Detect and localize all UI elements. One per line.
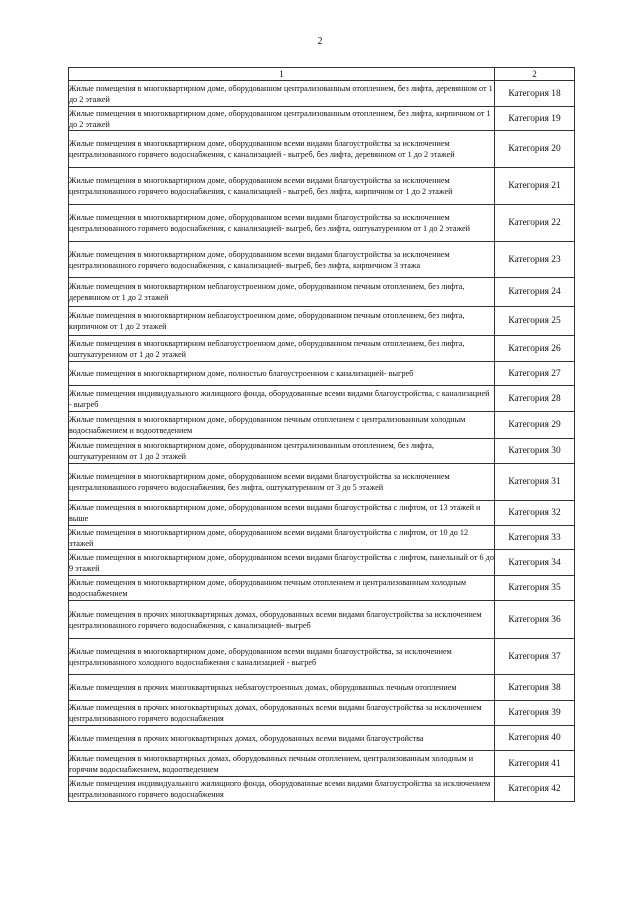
table-row bbox=[69, 242, 575, 278]
category-cell: Категория 34 bbox=[495, 550, 575, 576]
housing-description-cell: Жилые помещения в многоквартирном доме, оборудованном печным отоплением с централизованным холодным водоснабжением и водоотведением bbox=[69, 412, 495, 439]
table-row bbox=[69, 526, 575, 550]
housing-description-cell: Жилые помещения в многоквартирных домах, оборудованных печным отоплением, централизованным холодным и горячим водоснабжением, водоотведением bbox=[69, 751, 495, 777]
category-cell: Категория 23 bbox=[495, 242, 575, 278]
table-row bbox=[69, 412, 575, 439]
table-row bbox=[69, 550, 575, 576]
housing-description-cell: Жилые помещения в многоквартирном доме, оборудованном всеми видами благоустройства за исключением централизованного горячего водоснабжения, с канализацией- выгреб, без лифта, кирпичном 3 этажа bbox=[69, 242, 495, 278]
table-row bbox=[69, 168, 575, 205]
table-row bbox=[69, 464, 575, 501]
category-cell: Категория 27 bbox=[495, 362, 575, 386]
table-row bbox=[69, 386, 575, 412]
housing-description-cell: Жилые помещения в прочих многоквартирных неблагоустроенных домах, оборудованных печным отоплением bbox=[69, 675, 495, 701]
housing-description-cell: Жилые помещения в многоквартирном доме, оборудованном всеми видами благоустройства с лифтом, от 13 этажей и выше bbox=[69, 501, 495, 526]
housing-description-cell: Жилые помещения индивидуального жилищного фонда, оборудованные всеми видами благоустройства, с канализацией - выгреб bbox=[69, 386, 495, 412]
housing-description-cell: Жилые помещения в многоквартирном доме, оборудованном централизованным отоплением, без лифта, кирпичном от 1 до 2 этажей bbox=[69, 107, 495, 131]
category-cell: Категория 20 bbox=[495, 131, 575, 168]
housing-description-cell: Жилые помещения в многоквартирном неблагоустроенном доме, оборудованном печным отоплением, без лифта, деревянном от 1 до 2 этажей bbox=[69, 278, 495, 307]
housing-description-cell: Жилые помещения в многоквартирном доме, оборудованном всеми видами благоустройства с лифтом, панельный от 6 до 9 этажей bbox=[69, 550, 495, 576]
housing-description-cell: Жилые помещения в многоквартирном доме, оборудованном всеми видами благоустройства, за исключением централизованного холодного водоснабжения с канализацией - выгреб bbox=[69, 639, 495, 675]
category-cell: Категория 37 bbox=[495, 639, 575, 675]
housing-description-cell: Жилые помещения в многоквартирном доме, оборудованном печным отоплением и централизованным холодным водоснабжением bbox=[69, 576, 495, 601]
table-row bbox=[69, 777, 575, 802]
housing-description-cell: Жилые помещения в многоквартирном доме, оборудованном централизованным отоплением, без лифта, деревянном от 1 до 2 этажей bbox=[69, 81, 495, 107]
housing-description-cell: Жилые помещения в многоквартирном доме, оборудованном всеми видами благоустройства за исключением централизованного горячего водоснабжения, с канализацией - выгреб, без лифта, деревянном от 1 до 2 этажей bbox=[69, 131, 495, 168]
housing-description-cell: Жилые помещения в многоквартирном неблагоустроенном доме, оборудованном печным отоплением, без лифта, оштукатуренном от 1 до 2 этажей bbox=[69, 336, 495, 362]
housing-description-cell: Жилые помещения в прочих многоквартирных домах, оборудованных всеми видами благоустройства bbox=[69, 726, 495, 751]
category-cell: Категория 30 bbox=[495, 439, 575, 464]
category-cell: Категория 33 bbox=[495, 526, 575, 550]
category-cell: Категория 32 bbox=[495, 501, 575, 526]
table-row bbox=[69, 107, 575, 131]
category-cell: Категория 41 bbox=[495, 751, 575, 777]
column-header-category: 2 bbox=[495, 68, 575, 81]
table-row bbox=[69, 601, 575, 639]
category-cell: Категория 28 bbox=[495, 386, 575, 412]
housing-description-cell: Жилые помещения в многоквартирном доме, оборудованном всеми видами благоустройства с лифтом, от 10 до 12 этажей bbox=[69, 526, 495, 550]
housing-description-cell: Жилые помещения в многоквартирном доме, полностью благоустроенном с канализацией- выгреб bbox=[69, 362, 495, 386]
table-row bbox=[69, 362, 575, 386]
category-cell: Категория 31 bbox=[495, 464, 575, 501]
housing-description-cell: Жилые помещения в многоквартирном доме, оборудованном централизованным отоплением, без лифта, оштукатуренном от 1 до 2 этажей bbox=[69, 439, 495, 464]
table-row bbox=[69, 336, 575, 362]
housing-description-cell: Жилые помещения в многоквартирном доме, оборудованном всеми видами благоустройства за исключением централизованного горячего водоснабжения, с канализацией- выгреб, без лифта, оштукатуренном от 1 до 2 этажей bbox=[69, 205, 495, 242]
category-cell: Категория 26 bbox=[495, 336, 575, 362]
table-row bbox=[69, 751, 575, 777]
housing-description-cell: Жилые помещения в многоквартирном неблагоустроенном доме, оборудованном печным отоплением, без лифта, кирпичном от 1 до 2 этажей bbox=[69, 307, 495, 336]
category-cell: Категория 25 bbox=[495, 307, 575, 336]
housing-description-cell: Жилые помещения в прочих многоквартирных домах, оборудованных всеми видами благоустройства за исключением централизованного горячего водоснабжения bbox=[69, 701, 495, 726]
category-table-body bbox=[69, 68, 575, 802]
table-row bbox=[69, 307, 575, 336]
table-row bbox=[69, 501, 575, 526]
table-row bbox=[69, 639, 575, 675]
table-row bbox=[69, 675, 575, 701]
table-header-row bbox=[69, 68, 575, 81]
category-table bbox=[68, 67, 575, 802]
table-row bbox=[69, 81, 575, 107]
housing-description-cell: Жилые помещения индивидуального жилищного фонда, оборудованные всеми видами благоустройства за исключением централизованного горячего водоснабжения bbox=[69, 777, 495, 802]
page-number: 2 bbox=[317, 36, 323, 47]
category-cell: Категория 35 bbox=[495, 576, 575, 601]
table-row bbox=[69, 439, 575, 464]
category-cell: Категория 40 bbox=[495, 726, 575, 751]
table-row bbox=[69, 205, 575, 242]
table-row bbox=[69, 131, 575, 168]
table-row bbox=[69, 701, 575, 726]
category-cell: Категория 18 bbox=[495, 81, 575, 107]
table-row bbox=[69, 726, 575, 751]
category-cell: Категория 36 bbox=[495, 601, 575, 639]
category-cell: Категория 19 bbox=[495, 107, 575, 131]
category-cell: Категория 24 bbox=[495, 278, 575, 307]
category-cell: Категория 39 bbox=[495, 701, 575, 726]
column-header-description: 1 bbox=[69, 68, 495, 81]
category-cell: Категория 29 bbox=[495, 412, 575, 439]
table-row bbox=[69, 278, 575, 307]
table-row bbox=[69, 576, 575, 601]
housing-description-cell: Жилые помещения в многоквартирном доме, оборудованном всеми видами благоустройства за исключением централизованного горячего водоснабжения, с канализацией - выгреб, без лифта, кирпичном от 1 до 2 этажей bbox=[69, 168, 495, 205]
category-cell: Категория 42 bbox=[495, 777, 575, 802]
housing-description-cell: Жилые помещения в прочих многоквартирных домах, оборудованных всеми видами благоустройства за исключением централизованного горячего водоснабжения, с канализацией- выгреб bbox=[69, 601, 495, 639]
category-cell: Категория 22 bbox=[495, 205, 575, 242]
housing-description-cell: Жилые помещения в многоквартирном доме, оборудованном всеми видами благоустройства за исключением централизованного горячего водоснабжения, без лифта, оштукатуренном от 3 до 5 этажей bbox=[69, 464, 495, 501]
category-cell: Категория 21 bbox=[495, 168, 575, 205]
category-cell: Категория 38 bbox=[495, 675, 575, 701]
